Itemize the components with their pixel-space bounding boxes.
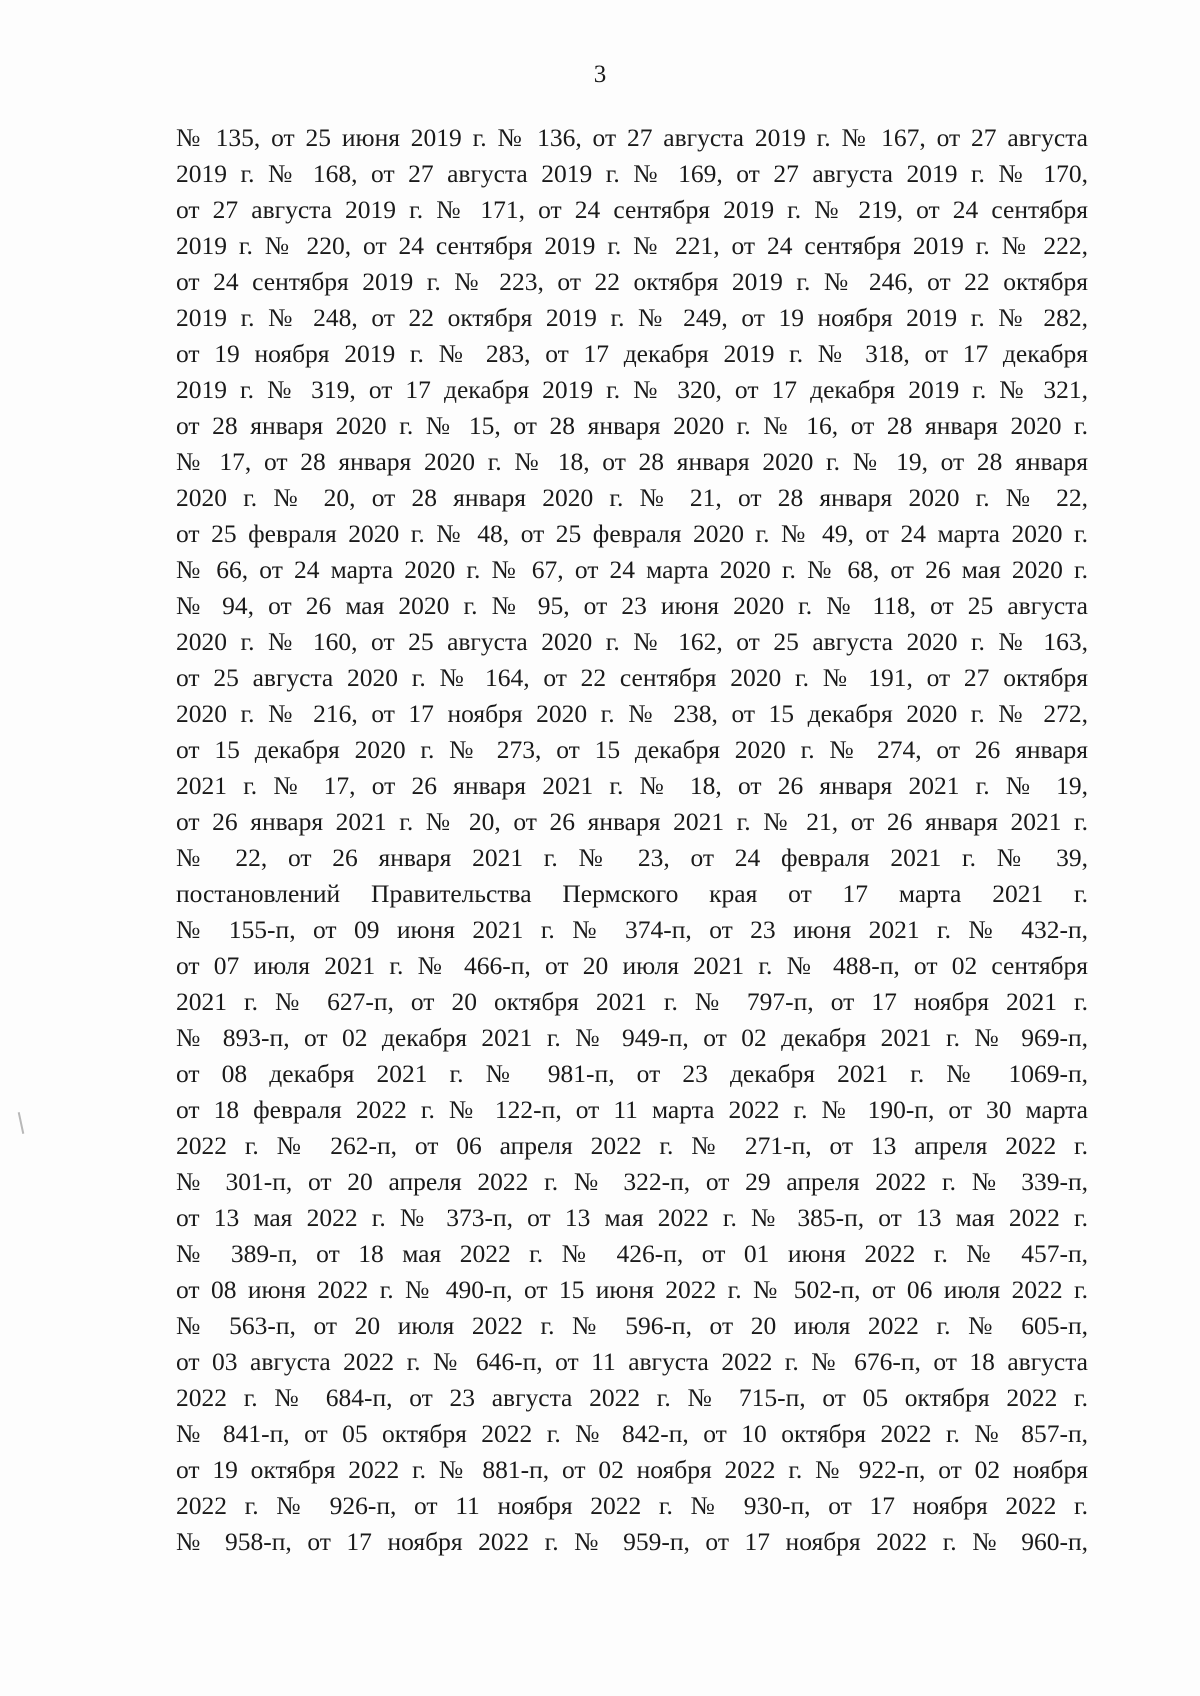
text-line: № 389-п, от 18 мая 2022 г. № 426-п, от 01 июня 2022 г. № 457-п, — [176, 1239, 1088, 1268]
text-line: от 03 августа 2022 г. № 646-п, от 11 августа 2022 г. № 676-п, от 18 августа — [176, 1347, 1088, 1376]
text-line: 2019 г. № 248, от 22 октября 2019 г. № 249, от 19 ноября 2019 г. № 282, — [176, 303, 1088, 332]
text-line: от 24 сентября 2019 г. № 223, от 22 октября 2019 г. № 246, от 22 октября — [176, 267, 1088, 296]
text-line: от 26 января 2021 г. № 20, от 26 января 2021 г. № 21, от 26 января 2021 г. — [176, 807, 1088, 836]
text-line: от 15 декабря 2020 г. № 273, от 15 декабря 2020 г. № 274, от 26 января — [176, 735, 1088, 764]
text-line: 2022 г. № 684-п, от 23 августа 2022 г. № 715-п, от 05 октября 2022 г. — [176, 1383, 1088, 1412]
text-line: 2021 г. № 627-п, от 20 октября 2021 г. № 797-п, от 17 ноября 2021 г. — [176, 987, 1088, 1016]
text-line: № 22, от 26 января 2021 г. № 23, от 24 февраля 2021 г. № 39, — [176, 843, 1088, 872]
margin-scan-mark — [18, 1112, 25, 1134]
text-line: № 301-п, от 20 апреля 2022 г. № 322-п, от 29 апреля 2022 г. № 339-п, — [176, 1167, 1088, 1196]
text-line: 2019 г. № 168, от 27 августа 2019 г. № 169, от 27 августа 2019 г. № 170, — [176, 159, 1088, 188]
text-line: № 94, от 26 мая 2020 г. № 95, от 23 июня 2020 г. № 118, от 25 августа — [176, 591, 1088, 620]
text-line: 2019 г. № 319, от 17 декабря 2019 г. № 320, от 17 декабря 2019 г. № 321, — [176, 375, 1088, 404]
text-line: от 08 декабря 2021 г. № 981-п, от 23 декабря 2021 г. № 1069-п, — [176, 1059, 1088, 1088]
text-line: от 19 ноября 2019 г. № 283, от 17 декабря 2019 г. № 318, от 17 декабря — [176, 339, 1088, 368]
text-line: № 563-п, от 20 июля 2022 г. № 596-п, от 20 июля 2022 г. № 605-п, — [176, 1311, 1088, 1340]
text-line: от 28 января 2020 г. № 15, от 28 января 2020 г. № 16, от 28 января 2020 г. — [176, 411, 1088, 440]
body-text — [176, 120, 1088, 1560]
text-line: от 08 июня 2022 г. № 490-п, от 15 июня 2022 г. № 502-п, от 06 июля 2022 г. — [176, 1275, 1088, 1304]
text-line: 2022 г. № 926-п, от 11 ноября 2022 г. № 930-п, от 17 ноября 2022 г. — [176, 1491, 1088, 1520]
text-line: от 27 августа 2019 г. № 171, от 24 сентября 2019 г. № 219, от 24 сентября — [176, 195, 1088, 224]
text-line: № 155-п, от 09 июня 2021 г. № 374-п, от 23 июня 2021 г. № 432-п, — [176, 915, 1088, 944]
text-line: от 19 октября 2022 г. № 881-п, от 02 ноября 2022 г. № 922-п, от 02 ноября — [176, 1455, 1088, 1484]
text-line: от 07 июля 2021 г. № 466-п, от 20 июля 2021 г. № 488-п, от 02 сентября — [176, 951, 1088, 980]
text-line: 2020 г. № 160, от 25 августа 2020 г. № 162, от 25 августа 2020 г. № 163, — [176, 627, 1088, 656]
text-line: № 958-п, от 17 ноября 2022 г. № 959-п, от 17 ноября 2022 г. № 960-п, — [176, 1527, 1088, 1556]
text-line: от 25 февраля 2020 г. № 48, от 25 февраля 2020 г. № 49, от 24 марта 2020 г. — [176, 519, 1088, 548]
text-line: 2022 г. № 262-п, от 06 апреля 2022 г. № 271-п, от 13 апреля 2022 г. — [176, 1131, 1088, 1160]
text-line: № 893-п, от 02 декабря 2021 г. № 949-п, от 02 декабря 2021 г. № 969-п, — [176, 1023, 1088, 1052]
text-line: № 841-п, от 05 октября 2022 г. № 842-п, от 10 октября 2022 г. № 857-п, — [176, 1419, 1088, 1448]
text-line: постановлений Правительства Пермского края от 17 марта 2021 г. — [176, 879, 1088, 908]
text-line: 2020 г. № 20, от 28 января 2020 г. № 21, от 28 января 2020 г. № 22, — [176, 483, 1088, 512]
text-line: от 25 августа 2020 г. № 164, от 22 сентября 2020 г. № 191, от 27 октября — [176, 663, 1088, 692]
text-line: № 17, от 28 января 2020 г. № 18, от 28 января 2020 г. № 19, от 28 января — [176, 447, 1088, 476]
page-number: 3 — [593, 61, 607, 88]
text-line: 2021 г. № 17, от 26 января 2021 г. № 18, от 26 января 2021 г. № 19, — [176, 771, 1088, 800]
text-line: от 18 февраля 2022 г. № 122-п, от 11 марта 2022 г. № 190-п, от 30 марта — [176, 1095, 1088, 1124]
text-line: 2019 г. № 220, от 24 сентября 2019 г. № 221, от 24 сентября 2019 г. № 222, — [176, 231, 1088, 260]
text-line: № 135, от 25 июня 2019 г. № 136, от 27 августа 2019 г. № 167, от 27 августа — [176, 123, 1088, 152]
text-line: от 13 мая 2022 г. № 373-п, от 13 мая 2022 г. № 385-п, от 13 мая 2022 г. — [176, 1203, 1088, 1232]
text-line: 2020 г. № 216, от 17 ноября 2020 г. № 238, от 15 декабря 2020 г. № 272, — [176, 699, 1088, 728]
text-line: № 66, от 24 марта 2020 г. № 67, от 24 марта 2020 г. № 68, от 26 мая 2020 г. — [176, 555, 1088, 584]
